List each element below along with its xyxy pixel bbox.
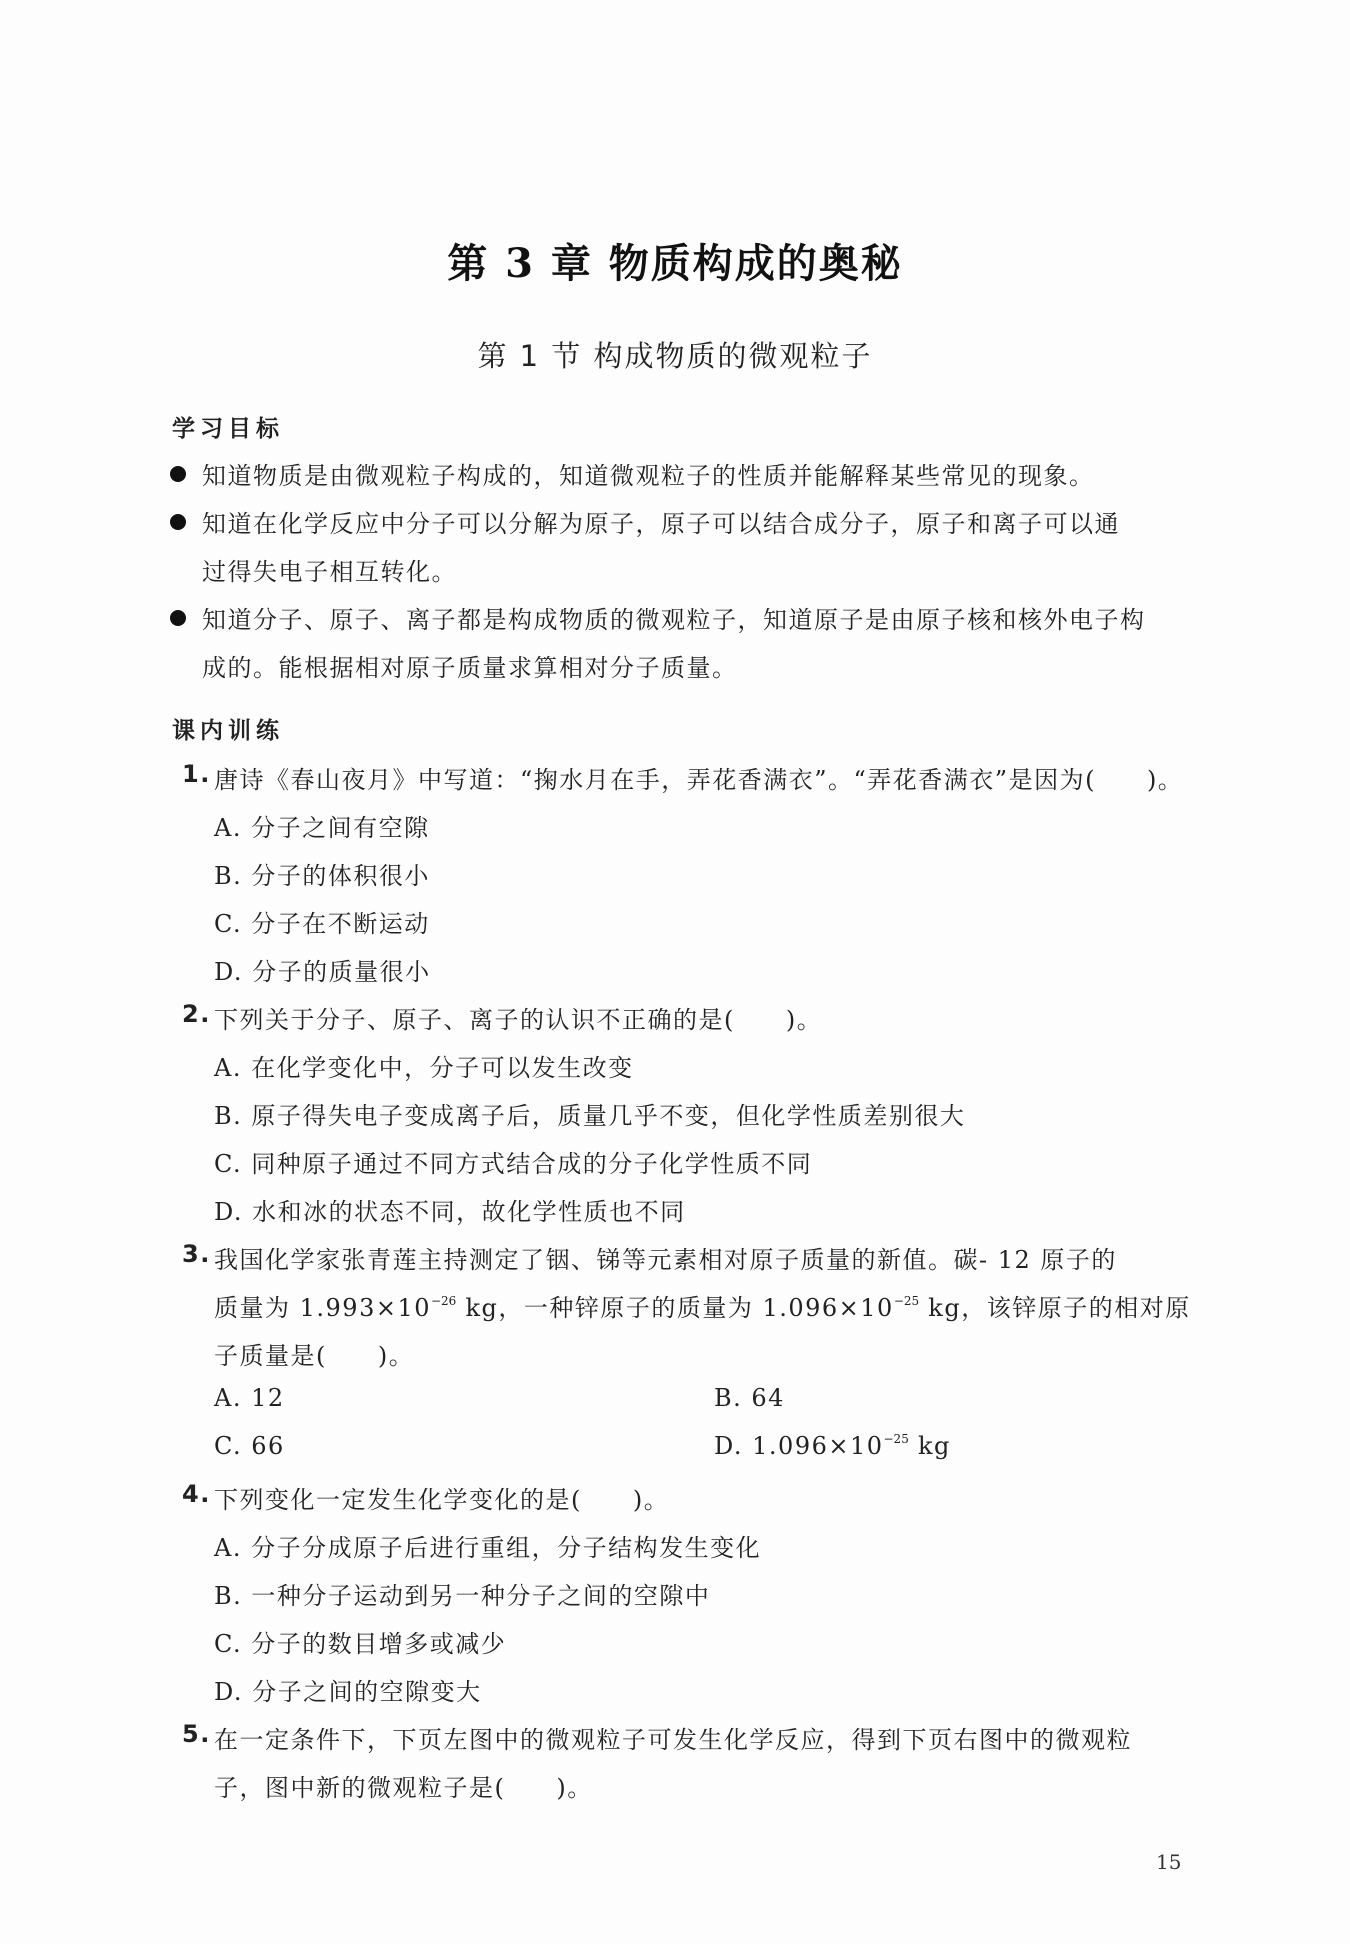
option-3b: B. 64 (714, 1384, 785, 1412)
option-1b: B. 分子的体积很小 (214, 862, 430, 890)
option-3a: A. 12 (214, 1384, 285, 1412)
objectives-heading: 学习目标 (172, 416, 284, 442)
exercises-heading: 课内训练 (172, 718, 284, 744)
question-number: 3. (182, 1240, 211, 1268)
bullet-icon (170, 466, 186, 482)
option-2d: D. 水和冰的状态不同，故化学性质也不同 (214, 1198, 686, 1226)
chapter-title: 第 3 章 物质构成的奥秘 (447, 240, 903, 287)
question-3-line-2: 质量为 $1.993\times 10^{-26}$ kg，一种锌原子的质量为 $1.096\times 10^{-25}$ kg，该锌原子的相对原 (214, 1294, 1191, 1322)
question-3-line-1: 我国化学家张青莲主持测定了铟、锑等元素相对原子质量的新值。碳- 12 原子的 (214, 1246, 1117, 1274)
section-title: 第 1 节 构成物质的微观粒子 (477, 339, 873, 373)
option-2a: A. 在化学变化中，分子可以发生改变 (214, 1054, 634, 1082)
option-1d: D. 分子的质量很小 (214, 958, 431, 986)
question-2-text: 下列关于分子、原子、离子的认识不正确的是( )。 (214, 1006, 823, 1034)
option-4b: B. 一种分子运动到另一种分子之间的空隙中 (214, 1582, 711, 1610)
option-1c: C. 分子在不断运动 (214, 910, 430, 938)
option-1a: A. 分子之间有空隙 (214, 814, 430, 842)
question-number: 4. (182, 1480, 211, 1508)
question-3-line-3: 子质量是( )。 (214, 1342, 415, 1370)
objective-item: 知道在化学反应中分子可以分解为原子，原子可以结合成分子，原子和离子可以通 (202, 510, 1120, 538)
option-4a: A. 分子分成原子后进行重组，分子结构发生变化 (214, 1534, 762, 1562)
question-4-text: 下列变化一定发生化学变化的是( )。 (214, 1486, 670, 1514)
option-2c: C. 同种原子通过不同方式结合成的分子化学性质不同 (214, 1150, 813, 1178)
question-number: 1. (182, 760, 211, 788)
objective-item: 知道分子、原子、离子都是构成物质的微观粒子，知道原子是由原子核和核外电子构 (202, 606, 1146, 634)
option-3d: D. $1.096\times 10^{-25}$ kg (714, 1432, 951, 1460)
question-5-line-1: 在一定条件下，下页左图中的微观粒子可发生化学反应，得到下页右图中的微观粒 (214, 1726, 1132, 1754)
objective-item: 知道物质是由微观粒子构成的，知道微观粒子的性质并能解释某些常见的现象。 (202, 462, 1095, 490)
page-number: 15 (1156, 1850, 1182, 1874)
option-3c: C. 66 (214, 1432, 285, 1460)
option-4d: D. 分子之间的空隙变大 (214, 1678, 482, 1706)
bullet-icon (170, 514, 186, 530)
option-4c: C. 分子的数目增多或减少 (214, 1630, 507, 1658)
question-number: 2. (182, 1000, 211, 1028)
question-5-line-2: 子，图中新的微观粒子是( )。 (214, 1774, 593, 1802)
question-1-text: 唐诗《春山夜月》中写道：“掬水月在手，弄花香满衣”。“弄花香满衣”是因为( )。 (214, 766, 1184, 794)
objective-item-continued: 成的。能根据相对原子质量求算相对分子质量。 (202, 654, 738, 682)
option-2b: B. 原子得失电子变成离子后，质量几乎不变，但化学性质差别很大 (214, 1102, 966, 1130)
objective-item-continued: 过得失电子相互转化。 (202, 558, 457, 586)
question-number: 5. (182, 1720, 211, 1748)
bullet-icon (170, 610, 186, 626)
